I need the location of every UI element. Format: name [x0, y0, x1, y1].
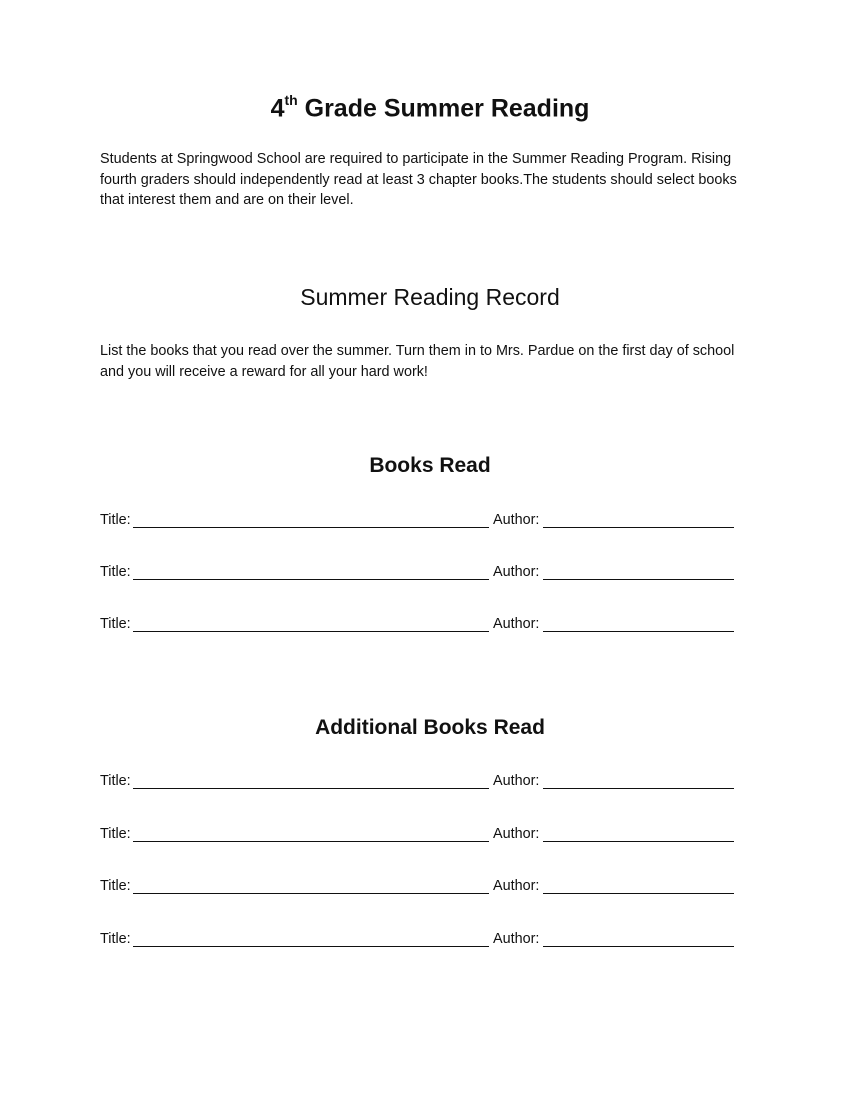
author-field[interactable] — [543, 579, 734, 580]
title-label: Title: — [100, 512, 131, 528]
author-field[interactable] — [543, 631, 734, 632]
additional-books-heading: Additional Books Read — [315, 716, 545, 739]
title-number: 4 — [270, 94, 285, 123]
author-label: Author: — [493, 773, 540, 789]
title-field[interactable] — [133, 893, 489, 894]
title-label: Title: — [100, 773, 131, 789]
title-field[interactable] — [133, 527, 489, 528]
page-title — [0, 94, 860, 123]
title-label: Title: — [100, 878, 131, 894]
author-field[interactable] — [543, 527, 734, 528]
title-superscript: th — [284, 92, 298, 108]
title-label: Title: — [100, 564, 131, 580]
intro-paragraph: Students at Springwood School are required to participate in the Summer Reading Program. Rising fourth graders should independently read at least 3 chapter books.The students should select books that interest them and are on their level. — [100, 151, 737, 208]
title-label: Title: — [100, 826, 131, 842]
author-field[interactable] — [543, 893, 734, 894]
additional-book-row — [100, 769, 740, 791]
title-field[interactable] — [133, 631, 489, 632]
record-heading: Summer Reading Record — [300, 284, 560, 310]
author-label: Author: — [493, 878, 540, 894]
title-field[interactable] — [133, 579, 489, 580]
author-label: Author: — [493, 616, 540, 632]
title-field[interactable] — [133, 788, 489, 789]
author-label: Author: — [493, 931, 540, 947]
author-field[interactable] — [543, 841, 734, 842]
author-label: Author: — [493, 512, 540, 528]
title-text: Grade Summer Reading — [297, 94, 590, 123]
books-read-heading: Books Read — [369, 454, 491, 477]
instructions-paragraph: List the books that you read over the summer. Turn them in to Mrs. Pardue on the first day of school and you will receive a reward for all your hard work! — [100, 343, 735, 380]
author-field[interactable] — [543, 946, 734, 947]
additional-book-row — [100, 822, 740, 844]
title-field[interactable] — [133, 946, 489, 947]
title-label: Title: — [100, 616, 131, 632]
title-field[interactable] — [133, 841, 489, 842]
author-label: Author: — [493, 564, 540, 580]
title-label: Title: — [100, 931, 131, 947]
author-field[interactable] — [543, 788, 734, 789]
books-read-row — [100, 508, 740, 530]
books-read-row — [100, 560, 740, 582]
author-label: Author: — [493, 826, 540, 842]
additional-book-row — [100, 927, 740, 949]
books-read-row — [100, 612, 740, 634]
additional-book-row — [100, 874, 740, 896]
